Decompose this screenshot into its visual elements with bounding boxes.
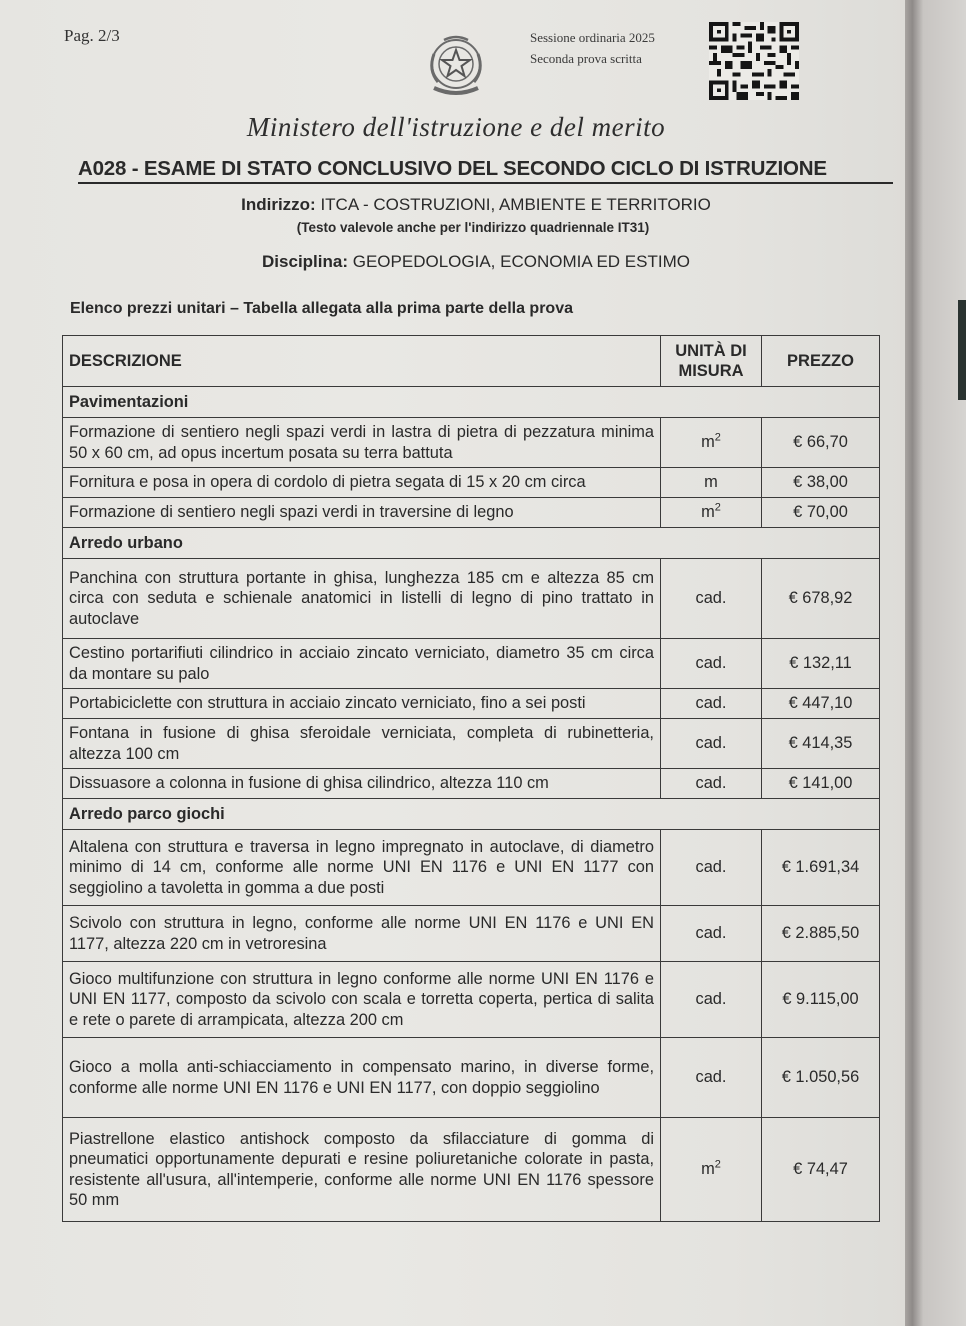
unit-text: m	[701, 433, 715, 452]
unit-text: cad.	[695, 1068, 727, 1087]
item-description: Gioco multifunzione con struttura in legno conforme alle norme UNI EN 1176 e UNI EN 1177, composto da scivolo con scala e torretta coperta, pertica di salita e rete o parete di arrampicata, altezza 200 cm	[63, 962, 661, 1038]
item-description: Dissuasore a colonna in fusione di ghisa cilindrico, altezza 110 cm	[63, 769, 661, 799]
unit-text: m	[701, 503, 715, 522]
disciplina-label: Disciplina:	[262, 252, 348, 271]
table-row	[63, 830, 880, 906]
item-price: € 132,11	[762, 639, 880, 689]
unit-text: cad.	[695, 924, 727, 943]
disciplina-line	[0, 252, 952, 272]
header-unit-line2: MISURA	[678, 362, 744, 380]
item-price: € 678,92	[762, 559, 880, 639]
category-label: Pavimentazioni	[63, 387, 880, 418]
indirizzo-line	[0, 195, 952, 215]
item-unit	[661, 830, 762, 906]
item-unit	[661, 1038, 762, 1118]
table-row	[63, 906, 880, 962]
unit-text: cad.	[695, 734, 727, 753]
item-description: Fontana in fusione di ghisa sferoidale verniciata, completa di rubinetteria, altezza 100 cm	[63, 719, 661, 769]
header-unit-line1: UNITÀ DI	[675, 341, 747, 360]
unit-text: m	[704, 473, 718, 492]
item-unit	[661, 559, 762, 639]
item-price: € 66,70	[762, 418, 880, 468]
indirizzo-value: ITCA - COSTRUZIONI, AMBIENTE E TERRITORIO	[320, 195, 711, 214]
item-description: Cestino portarifiuti cilindrico in acciaio zincato verniciato, diametro 35 cm circa da montare su palo	[63, 639, 661, 689]
table-row	[63, 418, 880, 468]
table-row	[63, 639, 880, 689]
unit-exponent: 2	[714, 1158, 721, 1171]
item-unit	[661, 689, 762, 719]
table-caption: Elenco prezzi unitari – Tabella allegata alla prima parte della prova	[70, 300, 573, 317]
item-description: Formazione di sentiero negli spazi verdi in lastra di pietra di pezzatura minima 50 x 60 cm, ad opus incertum posata su terra battuta	[63, 418, 661, 468]
item-price: € 38,00	[762, 468, 880, 498]
table-row	[63, 559, 880, 639]
table-row	[63, 769, 880, 799]
item-description: Scivolo con struttura in legno, conforme alle norme UNI EN 1176 e UNI EN 1177, altezza 220 cm in vetroresina	[63, 906, 661, 962]
category-label: Arredo parco giochi	[63, 799, 880, 830]
ministry-title: Ministero dell'istruzione e del merito	[246, 112, 666, 142]
unit-text: cad.	[695, 589, 727, 608]
table-row	[63, 719, 880, 769]
category-row	[63, 528, 880, 559]
item-price: € 70,00	[762, 498, 880, 528]
unit-text: cad.	[695, 654, 727, 673]
item-description: Fornitura e posa in opera di cordolo di pietra segata di 15 x 20 cm circa	[63, 468, 661, 498]
background-object	[958, 300, 966, 400]
item-unit	[661, 418, 762, 468]
price-table	[62, 335, 880, 1222]
unit-text: cad.	[695, 774, 727, 793]
header-unit	[661, 336, 762, 387]
item-description: Altalena con struttura e traversa in legno impregnato in autoclave, di diametro minimo di 14 cm, conforme alle norme UNI EN 1176 e UNI EN 1177 con seggiolino a tavoletta in gomma a due posti	[63, 830, 661, 906]
table-row	[63, 962, 880, 1038]
session-label: Sessione ordinaria 2025	[530, 30, 655, 45]
qr-code-icon	[708, 22, 800, 100]
item-price: € 2.885,50	[762, 906, 880, 962]
table-row	[63, 1118, 880, 1222]
item-unit	[661, 719, 762, 769]
item-price: € 9.115,00	[762, 962, 880, 1038]
unit-text: cad.	[695, 858, 727, 877]
italian-republic-emblem-icon	[420, 32, 492, 100]
header-price: PREZZO	[762, 336, 880, 387]
disciplina-value: GEOPEDOLOGIA, ECONOMIA ED ESTIMO	[352, 252, 690, 271]
table-row	[63, 468, 880, 498]
item-price: € 141,00	[762, 769, 880, 799]
item-price: € 74,47	[762, 1118, 880, 1222]
item-price: € 447,10	[762, 689, 880, 719]
unit-exponent: 2	[714, 501, 721, 514]
page-edge-shadow	[905, 0, 966, 1326]
exam-part-label: Seconda prova scritta	[530, 51, 642, 66]
table-row	[63, 689, 880, 719]
category-label: Arredo urbano	[63, 528, 880, 559]
item-unit	[661, 962, 762, 1038]
table-body	[63, 387, 880, 1222]
item-price: € 1.050,56	[762, 1038, 880, 1118]
unit-exponent: 2	[714, 431, 721, 444]
table-header-row	[63, 336, 880, 387]
unit-text: cad.	[695, 694, 727, 713]
item-unit	[661, 498, 762, 528]
header-description: DESCRIZIONE	[63, 336, 661, 387]
item-description: Panchina con struttura portante in ghisa, lunghezza 185 cm e altezza 85 cm circa con seduta e schienale anatomici in listelli di legno di pino trattato in autoclave	[63, 559, 661, 639]
page-number: Pag. 2/3	[64, 26, 120, 45]
category-row	[63, 387, 880, 418]
indirizzo-label: Indirizzo:	[241, 195, 316, 214]
item-unit	[661, 468, 762, 498]
item-unit	[661, 769, 762, 799]
indirizzo-note: (Testo valevole anche per l'indirizzo quadriennale IT31)	[296, 220, 650, 235]
table-row	[63, 1038, 880, 1118]
item-price: € 1.691,34	[762, 830, 880, 906]
exam-title: A028 - ESAME DI STATO CONCLUSIVO DEL SECONDO CICLO DI ISTRUZIONE	[78, 157, 893, 184]
item-price: € 414,35	[762, 719, 880, 769]
unit-text: m	[701, 1160, 715, 1179]
session-info	[530, 27, 655, 69]
unit-text: cad.	[695, 990, 727, 1009]
category-row	[63, 799, 880, 830]
item-description: Piastrellone elastico antishock composto da sfilacciature di gomma di pneumatici opportunamente depurati e resine poliuretaniche colorate in pasta, resistente all'usura, all'intemperie, conforme alle norme UNI EN 1176 spessore 50 mm	[63, 1118, 661, 1222]
item-unit	[661, 1118, 762, 1222]
item-description: Portabiciclette con struttura in acciaio zincato verniciato, fino a sei posti	[63, 689, 661, 719]
table-row	[63, 498, 880, 528]
item-description: Gioco a molla anti-schiacciamento in compensato marino, in diverse forme, conforme alle norme UNI EN 1176 e UNI EN 1177, con doppio seggiolino	[63, 1038, 661, 1118]
item-unit	[661, 906, 762, 962]
item-description: Formazione di sentiero negli spazi verdi in traversine di legno	[63, 498, 661, 528]
item-unit	[661, 639, 762, 689]
